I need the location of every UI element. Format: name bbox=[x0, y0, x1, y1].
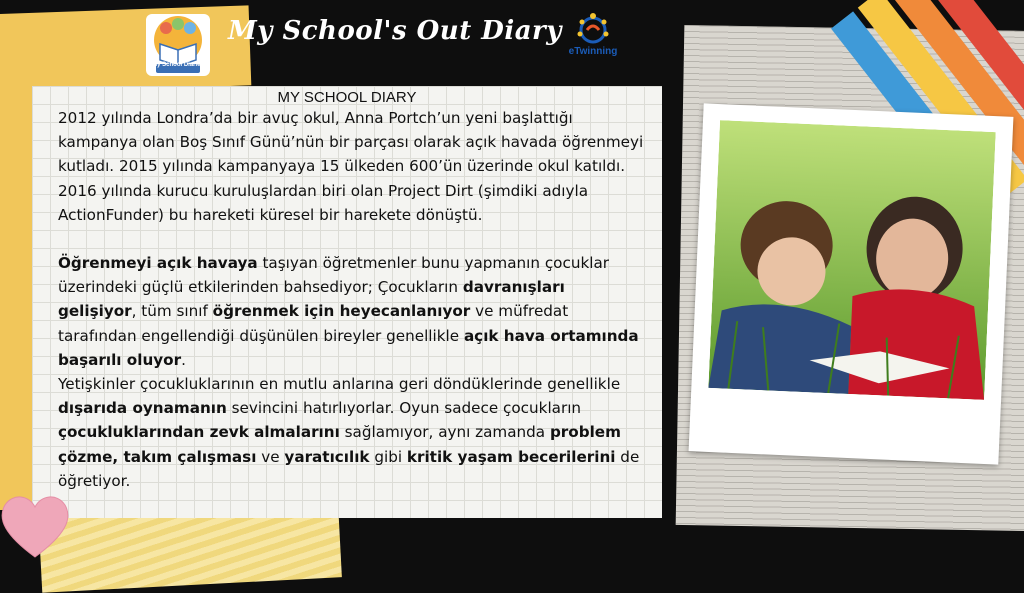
p3-run-1: dışarıda oynamanın bbox=[58, 399, 227, 418]
etwinning-star-icon bbox=[558, 10, 628, 50]
p3-run-8: gibi bbox=[369, 447, 407, 466]
p3-run-9: kritik yaşam becerilerini bbox=[406, 447, 616, 466]
heart-icon bbox=[0, 485, 75, 565]
paragraph-play-benefits bbox=[58, 372, 648, 493]
p3-run-3: çocukluklarından zevk almalarını bbox=[58, 423, 340, 442]
p3-run-6: ve bbox=[256, 447, 285, 466]
etwinning-label: eTwinning bbox=[568, 46, 618, 57]
document-heading: MY SCHOOL DIARY bbox=[277, 89, 417, 106]
p2-run-5: ve müfredat tarafından engellendiği düşünülen bireyler genellikle bbox=[58, 302, 569, 345]
page-title: My School's Out Diary bbox=[228, 16, 562, 46]
p3-run-0: Yetişkinler çocukluklarının en mutlu anlarına geri döndüklerinde genellikle bbox=[58, 375, 621, 394]
p3-run-2: sevincini hatırlıyorlar. Oyun sadece çocukların bbox=[226, 399, 582, 418]
paragraph-outdoor-learning bbox=[58, 251, 648, 372]
logo-caption: My School Diaries bbox=[152, 62, 204, 68]
p3-run-7: yaratıcılık bbox=[284, 447, 370, 466]
p2-run-7: . bbox=[181, 350, 186, 369]
p2-run-1: taşıyan öğretmenler bunu yapmanın çocuklar üzerindeki güçlü etkilerinden bahsediyor; Çocukların bbox=[58, 254, 610, 297]
p2-run-3: , tüm sınıf bbox=[131, 302, 213, 321]
p2-run-6: açık hava ortamında başarılı oluyor bbox=[58, 326, 639, 369]
p3-run-5: problem çözme, takım çalışması bbox=[58, 423, 621, 466]
p3-run-10: de öğretiyor. bbox=[58, 447, 640, 490]
p3-run-4: sağlamıyor, aynı zamanda bbox=[339, 423, 550, 442]
p2-run-0: Öğrenmeyi açık havaya bbox=[58, 254, 258, 273]
children-reading-photo bbox=[708, 120, 995, 400]
p2-run-4: öğrenmek için heyecanlanıyor bbox=[212, 302, 471, 321]
paragraph-history: 2012 yılında Londra’da bir avuç okul, Anna Portch’un yeni başlattığı kampanya olan Boş Sınıf Günü’nün bir parçası olarak açık havada öğrenmeyi kutladı. 2015 yılında kampanyaya 15 ülkeden 600’ün üzerinde okul katıldı. 2016 yılında kurucu kuruluşlardan biri olan Project Dirt (şimdiki adıyla ActionFunder) bu hareketi küresel bir harekete dönüştü. bbox=[58, 109, 644, 224]
polaroid-photo-frame bbox=[689, 103, 1014, 464]
p2-run-2: davranışları gelişiyor bbox=[58, 278, 565, 321]
document-body bbox=[58, 106, 648, 493]
